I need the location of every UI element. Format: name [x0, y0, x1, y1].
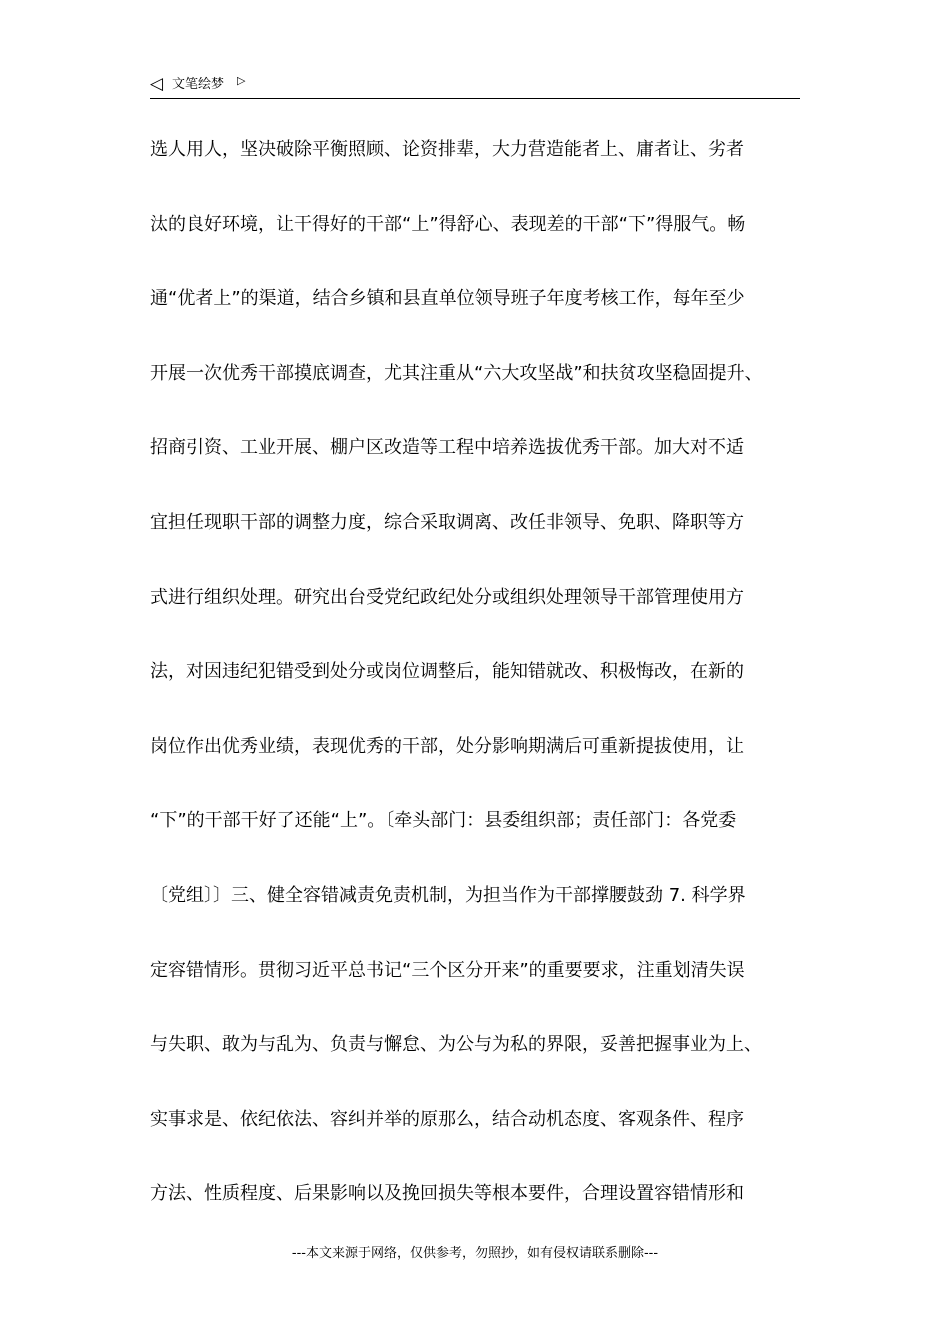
body-line: 与失职、敢为与乱为、负责与懈怠、为公与为私的界限，妥善把握事业为上、 [150, 1034, 762, 1056]
left-triangle-icon: ◁ [150, 74, 164, 94]
body-line: 宜担任现职干部的调整力度，综合采取调离、改任非领导、免职、降职等方 [150, 511, 744, 533]
body-line: 定容错情形。贯彻习近平总书记“三个区分开来”的重要要求，注重划清失误 [150, 959, 745, 981]
body-line: 汰的良好环境，让干得好的干部“上”得舒心、表现差的干部“下”得服气。畅 [150, 213, 746, 235]
right-triangle-icon: ▷ [237, 74, 246, 87]
body-line: 开展一次优秀干部摸底调查，尤其注重从“六大攻坚战”和扶贫攻坚稳固提升、 [150, 362, 763, 384]
body-line: 岗位作出优秀业绩，表现优秀的干部，处分影响期满后可重新提拔使用，让 [150, 735, 744, 757]
page-footer: ---本文来源于网络，仅供参考，勿照抄，如有侵权请联系删除--- [291, 1246, 659, 1261]
document-body [150, 133, 810, 1252]
body-line: 招商引资、工业开展、棚户区改造等工程中培养选拔优秀干部。加大对不适 [150, 437, 744, 459]
body-line: 〔党组〕〕三、健全容错减责免责机制，为担当作为干部撑腰鼓劲 7. 科学界 [150, 884, 746, 906]
page-header [150, 72, 800, 99]
body-line: 方法、性质程度、后果影响以及挽回损失等根本要件，合理设置容错情形和 [150, 1183, 744, 1205]
body-line: 式进行组织处理。研究出台受党纪政纪处分或组织处理领导干部管理使用方 [150, 586, 744, 608]
body-line: 通“优者上”的渠道，结合乡镇和县直单位领导班子年度考核工作，每年至少 [150, 288, 745, 310]
header-title: 文笔绘梦 [172, 77, 225, 92]
body-line: 法，对因违纪犯错受到处分或岗位调整后，能知错就改、积极悔改，在新的 [150, 661, 744, 683]
body-line: 选人用人，坚决破除平衡照顾、论资排辈，大力营造能者上、庸者让、劣者 [150, 139, 744, 160]
body-line: “下”的干部干好了还能“上”。〔牵头部门：县委组织部；责任部门：各党委 [150, 810, 737, 832]
body-line: 实事求是、依纪依法、容纠并举的原那么，结合动机态度、客观条件、程序 [150, 1108, 744, 1130]
